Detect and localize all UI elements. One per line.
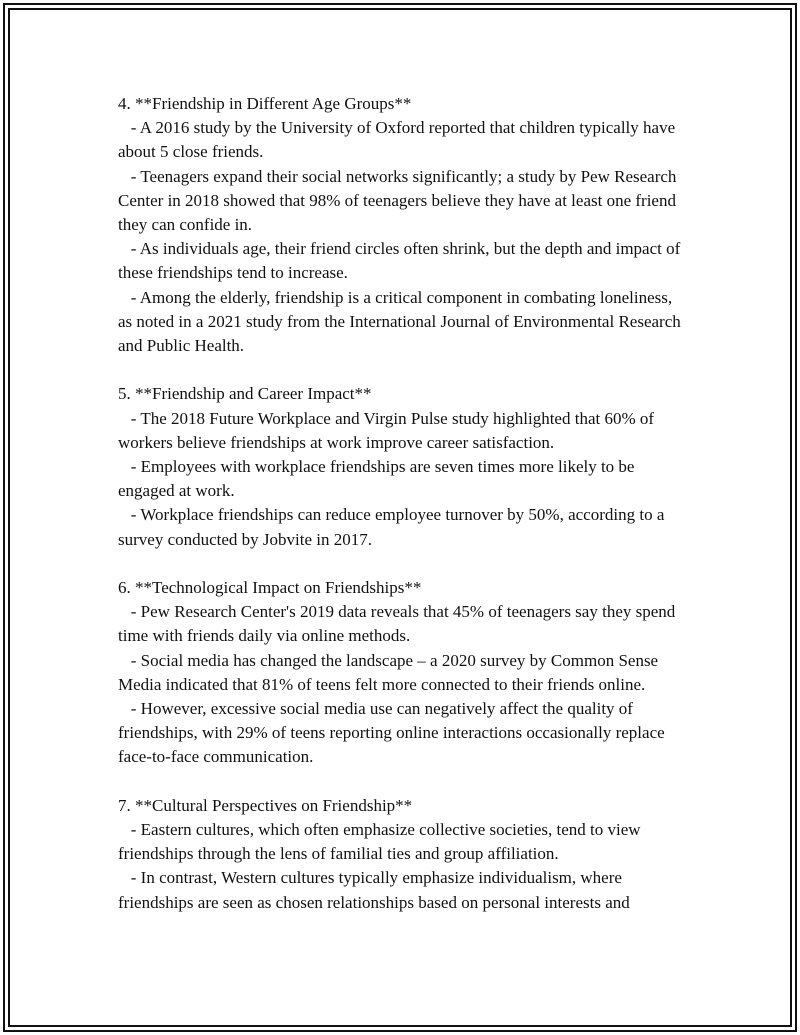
bullet-text: Eastern cultures, which often emphasize collective societies, tend to view friendships through the lens of familial ties and group affiliation. [118,820,641,864]
section-technological-impact [118,576,688,770]
bullet-text: The 2018 Future Workplace and Virgin Pulse study highlighted that 60% of workers believe friendships at work improve career satisfaction. [118,408,655,452]
section-career-impact [118,382,688,551]
bullet-text: In contrast, Western cultures typically emphasize individualism, where friendships are seen as chosen relationships based on personal interests and [118,868,630,912]
bullet-text: However, excessive social media use can negatively affect the quality of friendships, with 29% of teens reporting online interactions occasionally replace face-to-face communication. [118,699,665,767]
bullet-item: - The 2018 Future Workplace and Virgin Pulse study highlighted that 60% of workers believe friendships at work improve career satisfaction. [118,408,655,452]
bullet-text: Workplace friendships can reduce employee turnover by 50%, according to a survey conducted by Jobvite in 2017. [118,505,665,549]
bullet-text: Social media has changed the landscape – a 2020 survey by Common Sense Media indicated that 81% of teens felt more connected to their friends online. [118,650,659,694]
bullet-text: Teenagers expand their social networks significantly; a study by Pew Research Center in 2018 showed that 98% of teenagers believe they have at least one friend they can confide in. [118,166,677,235]
bullet-item: - Social media has changed the landscape – a 2020 survey by Common Sense Media indicated that 81% of teens felt more connected to their friends online. [118,650,659,694]
bullet-item: - In contrast, Western cultures typically emphasize individualism, where friendships are seen as chosen relationships based on personal interests and [118,868,630,912]
bullet-item: - However, excessive social media use can negatively affect the quality of friendships, with 29% of teens reporting online interactions occasionally replace face-to-face communication. [118,699,665,767]
bullet-text: A 2016 study by the University of Oxford reported that children typically have about 5 close friends. [118,118,676,162]
section-heading: 5. **Friendship and Career Impact** [118,384,372,404]
bullet-item: - Eastern cultures, which often emphasize collective societies, tend to view friendships through the lens of familial ties and group affiliation. [118,820,641,864]
bullet-text: Pew Research Center's 2019 data reveals that 45% of teenagers say they spend time with friends daily via online methods. [118,602,676,646]
bullet-item: - Teenagers expand their social networks significantly; a study by Pew Research Center in 2018 showed that 98% of teenagers believe they have at least one friend they can confide in. [118,166,677,235]
bullet-text: As individuals age, their friend circles often shrink, but the depth and impact of these friendships tend to increase. [118,239,681,283]
section-heading: 7. **Cultural Perspectives on Friendship** [118,795,413,815]
bullet-item: - Workplace friendships can reduce employee turnover by 50%, according to a survey conducted by Jobvite in 2017. [118,505,665,549]
bullet-item: - Employees with workplace friendships are seven times more likely to be engaged at work. [118,457,635,501]
bullet-text: Among the elderly, friendship is a critical component in combating loneliness, as noted in a 2021 study from the International Journal of Environmental Research and Public Health. [118,287,681,356]
section-cultural-perspectives [118,794,688,915]
section-heading: 4. **Friendship in Different Age Groups** [118,94,412,113]
bullet-item: - Pew Research Center's 2019 data reveals that 45% of teenagers say they spend time with friends daily via online methods. [118,602,676,646]
section-age-groups [118,92,688,358]
bullet-text: Employees with workplace friendships are seven times more likely to be engaged at work. [118,457,635,501]
bullet-item: - Among the elderly, friendship is a critical component in combating loneliness, as noted in a 2021 study from the International Journal of Environmental Research and Public Health. [118,287,681,356]
section-heading: 6. **Technological Impact on Friendships** [118,578,422,598]
bullet-item: - A 2016 study by the University of Oxford reported that children typically have about 5 close friends. [118,118,676,162]
document-body [118,92,688,939]
bullet-item: - As individuals age, their friend circles often shrink, but the depth and impact of these friendships tend to increase. [118,239,681,283]
